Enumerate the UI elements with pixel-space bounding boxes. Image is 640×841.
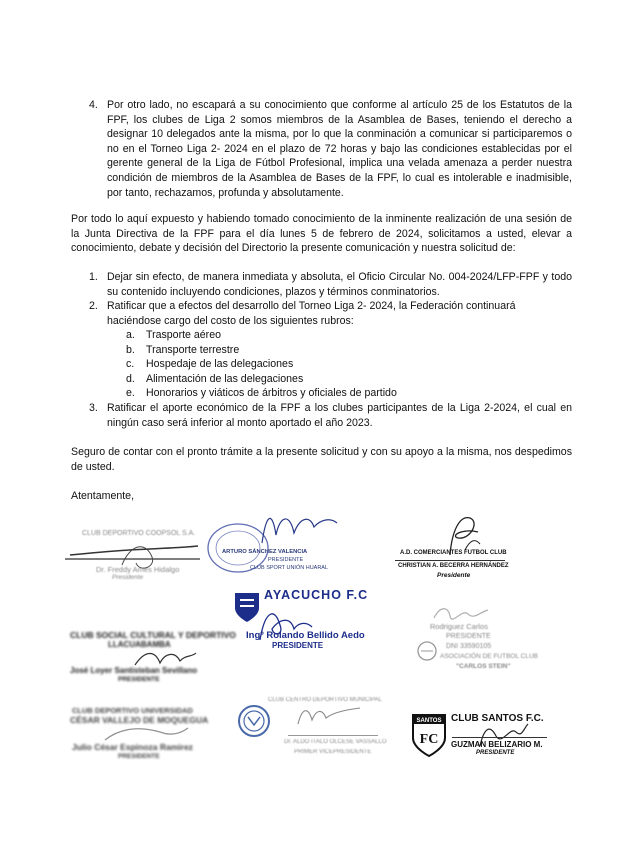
signature-line bbox=[288, 735, 378, 736]
subitem: Transporte terrestre bbox=[146, 344, 240, 356]
intro-paragraph: Por todo lo aquí expuesto y habiendo tomado conocimiento de la inminente realización de una sesión de la Junta Directiva de la FPF para el día lunes 5 de febrero de 2024, solicitamos a usted, elevar a conocimiento, debate y decisión del Directorio la presente comunicación y nuestra solicitud de: bbox=[71, 213, 572, 255]
signer-name: Dr. Freddy Ames Hidalgo bbox=[96, 565, 180, 574]
club-name: CLUB SANTOS F.C. bbox=[451, 713, 544, 724]
club-name-2: CÉSAR VALLEJO DE MOQUEGUA bbox=[70, 715, 209, 725]
subitem: Honorarios y viáticos de árbitros y oficiales de partido bbox=[146, 387, 397, 399]
closing-paragraph: Seguro de contar con el pronto trámite a la presente solicitud y con su apoyo a la misma, nos despedimos de usted. bbox=[71, 446, 572, 473]
item-number: 1. bbox=[89, 271, 98, 283]
signer-role: PRESIDENTE bbox=[476, 750, 515, 756]
subitem: Alimentación de las delegaciones bbox=[146, 373, 304, 385]
club-crest-icon bbox=[236, 703, 272, 739]
request-3: Ratificar el aporte económico de la FPF a los clubes participantes de la Liga 2-2024, el cual en ningún caso será inferior al monto aportado el año 2023. bbox=[107, 402, 572, 429]
signer-name: Dr. ALDO ITALO OLCESE VASSALLO bbox=[284, 739, 387, 745]
item-number: 4. bbox=[89, 99, 98, 111]
signer-dni: DNI 33590105 bbox=[446, 643, 492, 650]
item-number: 2. bbox=[89, 300, 98, 312]
signer-name: Julio César Espinoza Ramirez bbox=[72, 742, 193, 752]
subitem-letter: b. bbox=[126, 344, 135, 356]
item-number: 3. bbox=[89, 402, 98, 414]
club-name-2: LLACUABAMBA bbox=[108, 640, 171, 649]
signer-name: José Loyer Santisteban Sevillano bbox=[70, 666, 198, 675]
signer-name: Rodriguez Carlos bbox=[430, 622, 488, 631]
club-name: CLUB SOCIAL CULTURAL Y DEPORTIVO bbox=[70, 630, 236, 640]
club-name: CLUB CENTRO DEPORTIVO MUNICIPAL bbox=[268, 697, 382, 703]
club-crest-icon bbox=[410, 712, 448, 758]
crest-monogram: FC bbox=[419, 732, 439, 747]
sign-off: Atentamente, bbox=[71, 490, 135, 502]
subitem-letter: c. bbox=[126, 358, 135, 370]
club-name: ASOCIACIÓN DE FUTBOL CLUB bbox=[440, 653, 538, 660]
request-2: Ratificar que a efectos del desarrollo del Torneo Liga 2- 2024, la Federación continuará haciéndose cargo del costo de los siguientes rubros: bbox=[107, 300, 516, 327]
signer-role: PRESIDENTE bbox=[446, 633, 491, 640]
club-name: CLUB DEPORTIVO UNIVERSIDAD bbox=[72, 706, 193, 715]
signature-line bbox=[452, 737, 547, 738]
handwritten-signature bbox=[290, 700, 370, 732]
signer-role: PRESIDENTE bbox=[272, 641, 324, 650]
subitem: Hospedaje de las delegaciones bbox=[146, 358, 294, 370]
club-name-2: "CARLOS STEIN" bbox=[456, 663, 511, 670]
club-name: CLUB SPORT UNIÓN HUARAL bbox=[250, 565, 329, 571]
club-name: AYACUCHO F.C bbox=[264, 588, 369, 602]
subitem-letter: d. bbox=[126, 373, 135, 385]
signer-name: ARTURO SÁNCHEZ VALENCIA bbox=[222, 549, 308, 555]
signer-role: PRIMER VICEPRESIDENTE bbox=[294, 749, 372, 755]
subitem-letter: a. bbox=[126, 329, 135, 341]
signer-name: CHRISTIAN A. BECERRA HERNÁNDEZ bbox=[398, 563, 509, 569]
crest-top-text: SANTOS bbox=[416, 718, 442, 724]
signer-role: PRESIDENTE bbox=[118, 676, 160, 683]
request-1: Dejar sin efecto, de manera inmediata y absoluta, el Oficio Circular No. 004-2024/LFP-FPF y todo su contenido incluyendo condiciones, plazos y términos conminatorios. bbox=[107, 271, 572, 298]
subitem-letter: e. bbox=[126, 387, 135, 399]
signer-name: GUZMAN BELIZARIO M. bbox=[451, 740, 543, 749]
signer-role: PRESIDENTE bbox=[118, 753, 160, 760]
signer-role: PRESIDENTE bbox=[268, 557, 304, 563]
signer-role: Presidente bbox=[112, 574, 144, 581]
handwritten-signature bbox=[252, 505, 342, 550]
subitem: Trasporte aéreo bbox=[146, 329, 221, 341]
signer-role: Presidente bbox=[437, 572, 471, 579]
paragraph-4: Por otro lado, no escapará a su conocimiento que conforme al artículo 25 de los Estatutos de la FPF, los clubes de Liga 2 somos miembros de la Asamblea de Bases, teniendo el derecho a designar 10 delegados ante la misma, por lo que la conminación a comunicar si participaremos o no en el Torneo Liga 2- 2024 en el plazo de 72 horas y bajo las condiciones establecidas por el gerente general de la Liga de Fútbol Profesional, implica una velada amenaza a perder nuestra condición de miembros de la Asamblea de Bases de la FPF, lo cual es intolerable e inadmisible, por tanto, rechazamos, profunda y absolutamente. bbox=[107, 99, 572, 199]
signature-line bbox=[395, 560, 505, 561]
club-name: A.D. COMERCIANTES FUTBOL CLUB bbox=[400, 550, 507, 556]
signer-name: Ingº Rolando Bellido Aedo bbox=[246, 630, 365, 641]
club-seal-icon bbox=[414, 640, 440, 662]
club-name: CLUB DEPORTIVO COOPSOL S.A. bbox=[82, 530, 196, 537]
